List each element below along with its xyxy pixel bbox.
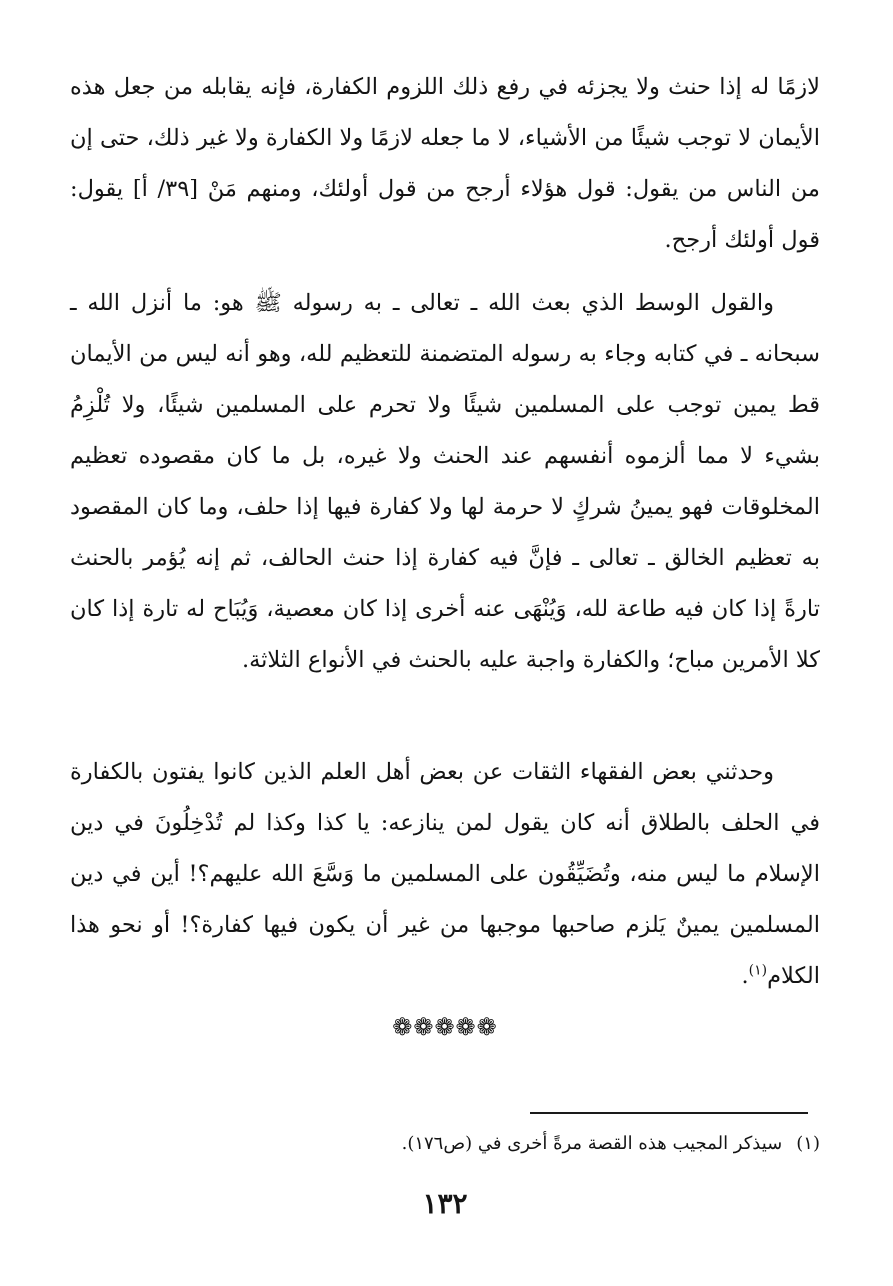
paragraph-2: والقول الوسط الذي بعث الله ـ تعالى ـ به رسوله ﷺ هو: ما أنزل الله ـ سبحانه ـ في كتابه وجاء به رسوله المتضمنة للتعظيم لله، وهو أنه ليس من الأيمان قط يمين توجب على المسلمين شيئًا ولا تحرم على المسلمين شيئًا، ولا تُلْزِمُ بشيء لا مما ألزموه أنفسهم عند الحنث ولا غيره، بل ما كان مقصوده تعظيم المخلوقات فهو يمينُ شركٍ لا حرمة لها ولا كفارة فيها إذا حلف، وما كان المقصود به تعظيم الخالق ـ تعالى ـ فإنَّ فيه كفارة إذا حنث الحالف، ثم إنه يُؤمر بالحنث تارةً إذا كان فيه طاعة لله، وَيُنْهَى عنه أخرى إذا كان معصية، وَيُبَاح له تارة إذا كان كلا الأمرين مباح؛ والكفارة واجبة عليه بالحنث في الأنواع الثلاثة. <box>70 290 820 673</box>
footnote-divider <box>530 1112 808 1114</box>
paragraph-1: لازمًا له إذا حنث ولا يجزئه في رفع ذلك اللزوم الكفارة، فإنه يقابله من جعل هذه الأيمان لا توجب شيئًا من الأشياء، لا ما جعله لازمًا ولا الكفارة ولا غير ذلك، حتى إن من الناس من يقول: قول هؤلاء أرجح من قول أولئك، ومنهم مَنْ [٣٩/ أ] يقول: قول أولئك أرجح. <box>70 74 820 253</box>
footnote-text: سيذكر المجيب هذه القصة مرةً أخرى في (ص١٧٦). <box>401 1133 783 1154</box>
paragraph-3 <box>70 747 820 1002</box>
document-page <box>70 62 820 1262</box>
footnote <box>70 1128 820 1160</box>
footnote-reference[interactable]: (١) <box>748 962 768 979</box>
section-ornament-icon: ❁❁❁❁❁ <box>392 1013 498 1041</box>
paragraph-3-text: وحدثني بعض الفقهاء الثقات عن بعض أهل العلم الذين كانوا يفتون بالكفارة في الحلف بالطلاق أنه كان يقول لمن ينازعه: يا كذا وكذا لم تُدْخِلُونَ في دين الإسلام ما ليس منه، وتُضَيِّقُون على المسلمين ما وَسَّعَ الله عليهم؟! أين في دين المسلمين يمينٌ يَلزم صاحبها موجبها من غير أن يكون فيها كفارة؟! أو نحو هذا الكلام <box>70 759 820 989</box>
page-number: ١٣٢ <box>422 1187 468 1220</box>
footnote-number: (١) <box>796 1133 820 1154</box>
paragraph-3-end: . <box>741 963 749 989</box>
